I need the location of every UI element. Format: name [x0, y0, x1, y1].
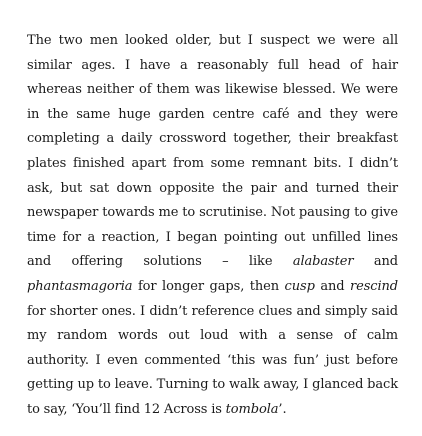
text-segment: ’. — [278, 401, 287, 417]
italic-word-alabaster: alabaster — [292, 254, 354, 270]
italic-word-rescind: rescind — [350, 278, 399, 294]
text-segment: and — [314, 278, 350, 294]
body-paragraph — [27, 29, 398, 423]
text-segment: for shorter ones. I didn’t reference clues and simply said my random words out loud with a sense of calm authority. I even commented ‘this was fun’ just before getting up to leave. Turning to walk away, I glanced back to say, ‘You’ll find 12 Across is — [27, 303, 398, 417]
italic-word-phantasmagoria: phantasmagoria — [27, 278, 133, 294]
document-page — [27, 29, 398, 423]
italic-word-cusp: cusp — [284, 278, 315, 294]
text-segment: for longer gaps, then — [132, 278, 285, 294]
italic-word-tombola: tombola — [225, 401, 279, 417]
text-segment: The two men looked older, but I suspect we were all similar ages. I have a reasonably full head of hair whereas neither of them was likewise blessed. We were in the same huge garden centre café and they were completing a daily crossword together, their breakfast plates finished apart from some remnant bits. I didn’t ask, but sat down opposite the pair and turned their newspaper towards me to scrutinise. Not pausing to give time for a reaction, I began pointing out unfilled lines and offering solutions – like — [27, 33, 398, 270]
text-segment: and — [353, 254, 398, 270]
